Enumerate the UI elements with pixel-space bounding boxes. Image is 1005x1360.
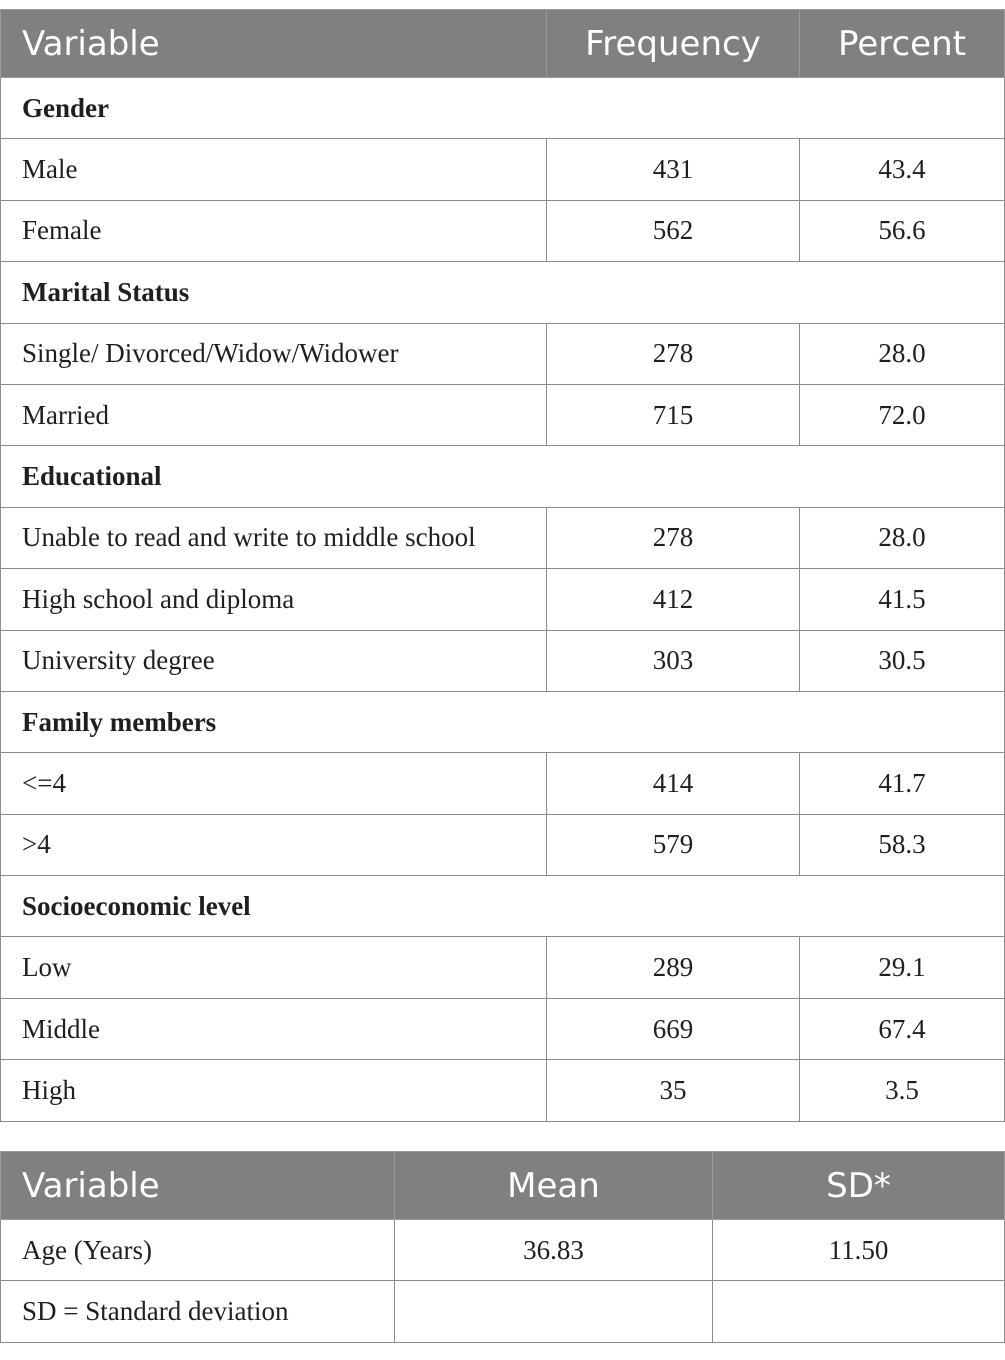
row-frequency: 35 xyxy=(547,1060,800,1121)
group-row xyxy=(1,691,1005,752)
table-row xyxy=(1,384,1005,445)
row-label: <=4 xyxy=(1,753,547,814)
group-row xyxy=(1,446,1005,507)
row-label: High xyxy=(1,1060,547,1121)
row-percent: 29.1 xyxy=(800,937,1005,998)
group-label: Gender xyxy=(1,78,1005,139)
row-mean xyxy=(395,1281,713,1342)
row-label: Middle xyxy=(1,998,547,1059)
row-sd: 11.50 xyxy=(713,1220,1005,1281)
group-row xyxy=(1,876,1005,937)
row-label: SD = Standard deviation xyxy=(1,1281,395,1342)
table-row xyxy=(1,1220,1005,1281)
row-percent: 3.5 xyxy=(800,1060,1005,1121)
demographics-frequency-table xyxy=(0,9,1005,1122)
header-variable: Variable xyxy=(1,10,547,78)
row-label: Male xyxy=(1,139,547,200)
table-row xyxy=(1,1281,1005,1342)
header-percent: Percent xyxy=(800,10,1005,78)
table-row xyxy=(1,998,1005,1059)
header-variable: Variable xyxy=(1,1152,395,1220)
row-label: High school and diploma xyxy=(1,569,547,630)
row-percent: 43.4 xyxy=(800,139,1005,200)
header-frequency: Frequency xyxy=(547,10,800,78)
row-frequency: 278 xyxy=(547,507,800,568)
group-label: Marital Status xyxy=(1,262,1005,323)
table-row xyxy=(1,1060,1005,1121)
table-row xyxy=(1,323,1005,384)
row-percent: 56.6 xyxy=(800,200,1005,261)
table-row xyxy=(1,753,1005,814)
row-percent: 58.3 xyxy=(800,814,1005,875)
row-label: Age (Years) xyxy=(1,1220,395,1281)
row-frequency: 289 xyxy=(547,937,800,998)
row-frequency: 669 xyxy=(547,998,800,1059)
row-frequency: 579 xyxy=(547,814,800,875)
row-frequency: 562 xyxy=(547,200,800,261)
table-row xyxy=(1,569,1005,630)
row-label: Female xyxy=(1,200,547,261)
age-summary-table xyxy=(0,1151,1005,1343)
row-label: Unable to read and write to middle school xyxy=(1,507,547,568)
row-percent: 28.0 xyxy=(800,507,1005,568)
group-row xyxy=(1,78,1005,139)
row-percent: 67.4 xyxy=(800,998,1005,1059)
row-frequency: 278 xyxy=(547,323,800,384)
row-mean: 36.83 xyxy=(395,1220,713,1281)
group-label: Socioeconomic level xyxy=(1,876,1005,937)
row-label: >4 xyxy=(1,814,547,875)
row-label: Low xyxy=(1,937,547,998)
row-frequency: 412 xyxy=(547,569,800,630)
row-label: Married xyxy=(1,384,547,445)
row-percent: 28.0 xyxy=(800,323,1005,384)
table-row xyxy=(1,814,1005,875)
row-sd xyxy=(713,1281,1005,1342)
row-percent: 72.0 xyxy=(800,384,1005,445)
row-percent: 41.7 xyxy=(800,753,1005,814)
header-mean: Mean xyxy=(395,1152,713,1220)
row-frequency: 715 xyxy=(547,384,800,445)
row-percent: 30.5 xyxy=(800,630,1005,691)
table-row xyxy=(1,200,1005,261)
row-frequency: 431 xyxy=(547,139,800,200)
row-percent: 41.5 xyxy=(800,569,1005,630)
table-row xyxy=(1,507,1005,568)
table-row xyxy=(1,139,1005,200)
table-row xyxy=(1,937,1005,998)
table-row xyxy=(1,630,1005,691)
header-row xyxy=(1,1152,1005,1220)
row-label: University degree xyxy=(1,630,547,691)
header-sd: SD* xyxy=(713,1152,1005,1220)
group-label: Family members xyxy=(1,691,1005,752)
row-frequency: 303 xyxy=(547,630,800,691)
group-row xyxy=(1,262,1005,323)
header-row xyxy=(1,10,1005,78)
group-label: Educational xyxy=(1,446,1005,507)
row-frequency: 414 xyxy=(547,753,800,814)
row-label: Single/ Divorced/Widow/Widower xyxy=(1,323,547,384)
